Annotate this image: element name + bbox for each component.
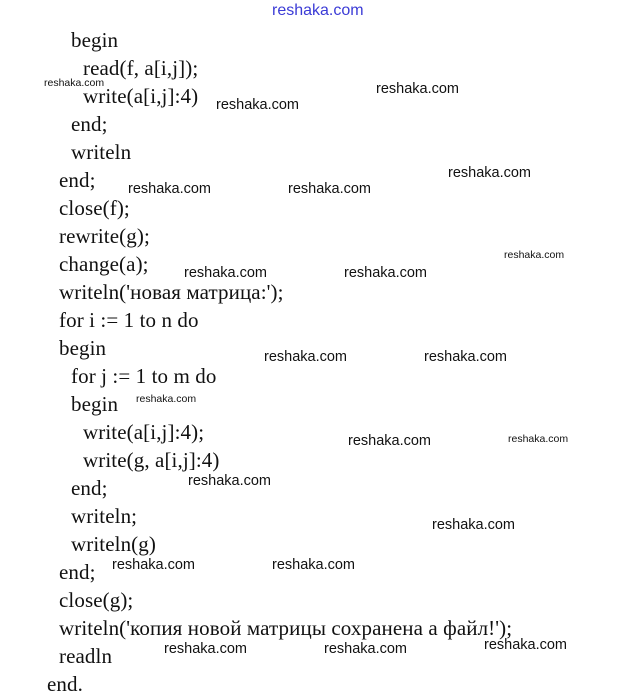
code-line: begin [71, 28, 119, 52]
watermark: reshaka.com [184, 265, 268, 281]
watermark: reshaka.com [264, 349, 348, 365]
watermark: reshaka.com [484, 637, 568, 653]
watermark: reshaka.com [112, 557, 196, 573]
watermark: reshaka.com [216, 97, 300, 113]
code-line: close(g); [59, 588, 134, 612]
watermark: reshaka.com [432, 517, 516, 533]
watermark: reshaka.com [448, 165, 532, 181]
watermark: reshaka.com [136, 393, 197, 405]
code-line: write(a[i,j]:4) [83, 84, 199, 108]
watermark: reshaka.com [424, 349, 508, 365]
code-line: writeln('копия новой матрицы сохранена а файл!'); [59, 616, 513, 640]
watermark: reshaka.com [508, 433, 569, 445]
code-line: read(f, a[i,j]); [83, 56, 199, 80]
code-line: begin [59, 336, 107, 360]
code-line: rewrite(g); [59, 224, 150, 248]
code-line: end; [71, 112, 108, 136]
watermark: reshaka.com [288, 181, 372, 197]
watermark: reshaka.com [344, 265, 428, 281]
watermark: reshaka.com [128, 181, 212, 197]
watermark: reshaka.com [376, 81, 460, 97]
code-line: end; [59, 560, 96, 584]
code-line: write(g, a[i,j]:4) [83, 448, 220, 472]
code-line: writeln(g) [71, 532, 156, 556]
code-line: readln [59, 644, 113, 668]
watermark: reshaka.com [324, 641, 408, 657]
code-line: change(a); [59, 252, 149, 276]
code-line: for j := 1 to m do [71, 364, 217, 388]
code-line: close(f); [59, 196, 130, 220]
code-line: end. [47, 672, 83, 696]
code-line: begin [71, 392, 119, 416]
watermark: reshaka.com [164, 641, 248, 657]
code-line: writeln [71, 140, 132, 164]
watermark-top: reshaka.com [272, 2, 364, 19]
code-line: for i := 1 to n do [59, 308, 199, 332]
watermark: reshaka.com [44, 77, 105, 89]
code-line: write(a[i,j]:4); [83, 420, 205, 444]
code-line: end; [59, 168, 96, 192]
code-line: end; [71, 476, 108, 500]
code-line: writeln; [71, 504, 138, 528]
watermark: reshaka.com [348, 433, 432, 449]
watermark: reshaka.com [504, 249, 565, 261]
watermark: reshaka.com [272, 557, 356, 573]
code-line: writeln('новая матрица:'); [59, 280, 284, 304]
watermark: reshaka.com [188, 473, 272, 489]
